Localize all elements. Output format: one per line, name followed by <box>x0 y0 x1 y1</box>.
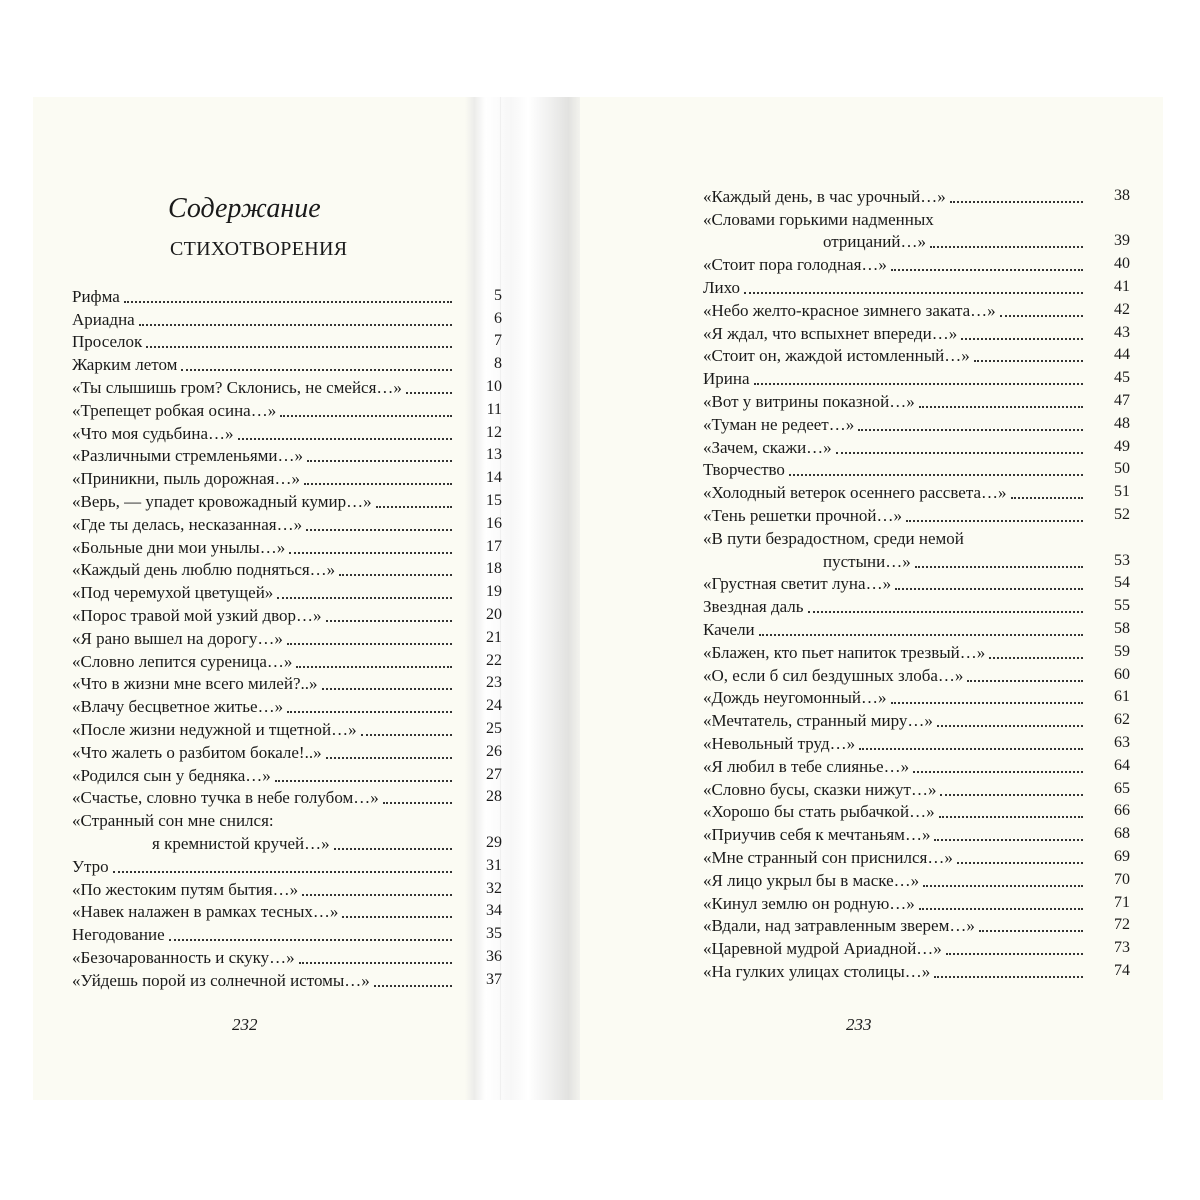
dot-leader <box>974 344 1083 362</box>
toc-page-number: 35 <box>486 925 502 943</box>
toc-entry <box>72 489 502 512</box>
toc-page-number: 21 <box>486 628 502 646</box>
toc-entry <box>72 922 502 945</box>
toc-entry <box>703 389 1130 412</box>
toc-page-number: 60 <box>1114 665 1130 683</box>
toc-page-number: 16 <box>486 514 502 532</box>
dot-leader <box>961 322 1083 340</box>
toc-entry <box>72 900 502 923</box>
toc-entry <box>703 800 1130 823</box>
dot-leader <box>979 914 1083 932</box>
toc-page-number: 7 <box>494 332 502 350</box>
toc-page-number: 28 <box>486 788 502 806</box>
toc-entry-title: «Небо желто-красное зимнего заката…» <box>703 300 996 320</box>
toc-page-number: 69 <box>1114 847 1130 865</box>
toc-entry-title: «Приникни, пыль дорожная…» <box>72 469 300 489</box>
toc-entry-title-continued: я кремнистой кручей…» <box>152 833 330 853</box>
toc-page-number: 15 <box>486 491 502 509</box>
dot-leader <box>139 308 452 326</box>
toc-page-number: 68 <box>1114 825 1130 843</box>
toc-entry <box>703 777 1130 800</box>
dot-leader <box>934 960 1083 978</box>
dot-leader <box>759 618 1083 636</box>
toc-entry-title: Негодование <box>72 925 165 945</box>
toc-entry-title: «Стоит он, жаждой истомленный…» <box>703 346 970 366</box>
toc-entry <box>703 663 1130 686</box>
toc-entry <box>72 717 502 740</box>
dot-leader <box>287 695 452 713</box>
dot-leader <box>967 664 1083 682</box>
toc-entry <box>72 877 502 900</box>
toc-entry-title: «Дождь неугомонный…» <box>703 688 887 708</box>
dot-leader <box>169 923 452 941</box>
toc-entry <box>703 686 1130 709</box>
toc-entry <box>72 535 502 558</box>
toc-entry-title: Проселок <box>72 332 143 352</box>
toc-page-number: 17 <box>486 537 502 555</box>
toc-entry-title: «Приучив себя к мечтаньям…» <box>703 825 931 845</box>
toc-entry-title: «Словно бусы, сказки нижут…» <box>703 779 937 799</box>
dot-leader <box>289 536 452 554</box>
toc-page-number: 19 <box>486 583 502 601</box>
toc-page-number: 51 <box>1114 483 1130 501</box>
toc-page-number: 31 <box>486 856 502 874</box>
dot-leader <box>124 285 452 303</box>
toc-page-number: 54 <box>1114 574 1130 592</box>
toc-entry-title: «Уйдешь порой из солнечной истомы…» <box>72 970 370 990</box>
toc-page-number: 23 <box>486 674 502 692</box>
dot-leader <box>306 513 452 531</box>
toc-page-number: 47 <box>1114 391 1130 409</box>
toc-entry <box>72 626 502 649</box>
dot-leader <box>950 185 1083 203</box>
dot-leader <box>326 604 452 622</box>
dot-leader <box>299 946 452 964</box>
toc-entry <box>72 398 502 421</box>
toc-page-number: 58 <box>1114 619 1130 637</box>
toc-page-number: 70 <box>1114 870 1130 888</box>
toc-page-number: 37 <box>486 970 502 988</box>
toc-entry-title: Звездная даль <box>703 597 804 617</box>
toc-entry <box>72 421 502 444</box>
toc-entry <box>703 298 1130 321</box>
dot-leader <box>334 832 452 850</box>
dot-leader <box>361 718 452 736</box>
page-title: Содержание <box>168 193 321 224</box>
toc-entry <box>703 936 1130 959</box>
page-number-left: 232 <box>232 1015 258 1034</box>
toc-entry <box>703 868 1130 891</box>
toc-entry-title: Ирина <box>703 369 750 389</box>
toc-entry-title: «Зачем, скажи…» <box>703 437 832 457</box>
dot-leader <box>326 741 452 759</box>
dot-leader <box>277 581 452 599</box>
dot-leader <box>906 504 1083 522</box>
toc-entry-title: «Что жалеть о разбитом бокале!..» <box>72 742 322 762</box>
dot-leader <box>1000 299 1083 317</box>
toc-entry <box>72 512 502 535</box>
toc-left-list <box>72 284 502 991</box>
toc-page-number: 73 <box>1114 939 1130 957</box>
toc-entry-title: «Блажен, кто пьет напиток трезвый…» <box>703 642 986 662</box>
dot-leader <box>181 353 452 371</box>
toc-entry <box>703 914 1130 937</box>
toc-entry-title: «Холодный ветерок осеннего рассвета…» <box>703 483 1007 503</box>
toc-entry-title: «Каждый день люблю подняться…» <box>72 560 336 580</box>
toc-entry <box>72 352 502 375</box>
toc-page-number: 53 <box>1114 551 1130 569</box>
dot-leader <box>376 490 452 508</box>
toc-page-number: 36 <box>486 947 502 965</box>
toc-page-number: 34 <box>486 902 502 920</box>
toc-page-number: 24 <box>486 697 502 715</box>
toc-entry-title: «Мне странный сон приснился…» <box>703 847 953 867</box>
toc-page-number: 59 <box>1114 642 1130 660</box>
toc-page-number: 38 <box>1114 186 1130 204</box>
toc-entry-title: «Тень решетки прочной…» <box>703 505 903 525</box>
toc-entry-title: «По жестоким путям бытия…» <box>72 879 299 899</box>
toc-page-number: 62 <box>1114 711 1130 729</box>
toc-entry <box>703 708 1130 731</box>
toc-entry <box>72 307 502 330</box>
dot-leader <box>937 709 1083 727</box>
dot-leader <box>946 937 1083 955</box>
dot-leader <box>915 550 1083 568</box>
toc-page-number: 65 <box>1114 779 1130 797</box>
toc-entry-title: Жарким летом <box>72 355 178 375</box>
toc-entry <box>72 558 502 581</box>
toc-entry <box>72 786 502 809</box>
dot-leader <box>374 969 452 987</box>
section-heading: СТИХОТВОРЕНИЯ <box>170 238 348 260</box>
toc-entry-title: «Хорошо бы стать рыбачкой…» <box>703 802 935 822</box>
dot-leader <box>891 686 1084 704</box>
toc-entry <box>72 854 502 877</box>
toc-entry <box>703 275 1130 298</box>
toc-page-number: 50 <box>1114 460 1130 478</box>
toc-entry <box>72 968 502 991</box>
toc-entry <box>703 754 1130 777</box>
toc-entry-title-continued: пустыни…» <box>823 551 911 571</box>
toc-page-number: 41 <box>1114 277 1130 295</box>
toc-entry <box>72 763 502 786</box>
toc-entry <box>703 617 1130 640</box>
toc-page-number: 29 <box>486 833 502 851</box>
toc-entry <box>703 959 1130 982</box>
dot-leader <box>302 878 452 896</box>
dot-leader <box>808 595 1083 613</box>
toc-entry-title: «Вот у витрины показной…» <box>703 391 915 411</box>
toc-entry <box>703 640 1130 663</box>
toc-entry <box>703 731 1130 754</box>
toc-page-number: 48 <box>1114 414 1130 432</box>
toc-entry-title: Ариадна <box>72 309 135 329</box>
dot-leader <box>322 672 453 690</box>
toc-entry-title-continued: отрицаний…» <box>823 232 926 252</box>
toc-entry-title: «После жизни недужной и тщетной…» <box>72 719 357 739</box>
toc-entry-title: «Больные дни мои унылы…» <box>72 537 286 557</box>
dot-leader <box>895 572 1083 590</box>
toc-page-number: 13 <box>486 446 502 464</box>
toc-page-number: 63 <box>1114 733 1130 751</box>
toc-entry-title: Качели <box>703 619 755 639</box>
toc-entry-title: «Стоит пора голодная…» <box>703 255 887 275</box>
toc-page-number: 55 <box>1114 597 1130 615</box>
toc-entry <box>703 252 1130 275</box>
dot-leader <box>406 376 452 394</box>
toc-entry <box>703 822 1130 845</box>
toc-entry-title: «Грустная светит луна…» <box>703 574 892 594</box>
toc-entry-title: «Я лицо укрыл бы в маске…» <box>703 870 920 890</box>
toc-entry <box>72 284 502 307</box>
toc-entry <box>703 207 1130 253</box>
toc-entry-title: «Невольный труд…» <box>703 733 856 753</box>
toc-entry-title: «Верь, — упадет кровожадный кумир…» <box>72 491 372 511</box>
dot-leader <box>930 230 1083 248</box>
toc-entry <box>72 694 502 717</box>
toc-entry <box>72 740 502 763</box>
toc-page-number: 26 <box>486 742 502 760</box>
dot-leader <box>304 467 452 485</box>
toc-entry <box>72 444 502 467</box>
toc-entry-title: «Странный сон мне снился: <box>72 811 274 831</box>
toc-entry-title: «Туман не редеет…» <box>703 414 855 434</box>
toc-entry <box>72 580 502 603</box>
toc-entry-title: «Что моя судьбина…» <box>72 423 234 443</box>
dot-leader <box>957 846 1083 864</box>
toc-entry <box>703 344 1130 367</box>
dot-leader <box>919 892 1083 910</box>
toc-entry-title: «Трепещет робкая осина…» <box>72 400 277 420</box>
dot-leader <box>238 422 452 440</box>
toc-page-number: 64 <box>1114 756 1130 774</box>
toc-entry <box>703 594 1130 617</box>
toc-entry <box>703 184 1130 207</box>
toc-page-number: 71 <box>1114 893 1130 911</box>
toc-entry-title: Утро <box>72 856 109 876</box>
toc-page-number: 12 <box>486 423 502 441</box>
toc-page-number: 10 <box>486 377 502 395</box>
toc-page-number: 11 <box>486 400 502 418</box>
toc-entry <box>72 603 502 626</box>
toc-entry <box>703 503 1130 526</box>
toc-page-number: 43 <box>1114 323 1130 341</box>
toc-entry-title: «Ты слышишь гром? Склонись, не смейся…» <box>72 377 402 397</box>
toc-page-number: 39 <box>1114 232 1130 250</box>
toc-entry <box>72 330 502 353</box>
toc-entry <box>703 845 1130 868</box>
dot-leader <box>919 390 1083 408</box>
toc-page-number: 52 <box>1114 505 1130 523</box>
page-number-right: 233 <box>846 1015 872 1034</box>
toc-entry-title: «Я любил в тебе слиянье…» <box>703 756 910 776</box>
toc-entry-title: Лихо <box>703 277 740 297</box>
toc-page-number: 32 <box>486 879 502 897</box>
dot-leader <box>789 458 1083 476</box>
dot-leader <box>913 755 1083 773</box>
toc-entry-title: Творчество <box>703 460 785 480</box>
toc-entry-title: «Я ждал, что вспыхнет впереди…» <box>703 323 958 343</box>
dot-leader <box>1011 481 1083 499</box>
dot-leader <box>342 900 452 918</box>
toc-entry-title: «Где ты делась, несказанная…» <box>72 514 303 534</box>
toc-entry-title: «Вдали, над затравленным зверем…» <box>703 916 975 936</box>
dot-leader <box>891 253 1083 271</box>
toc-entry-title: «Я рано вышел на дорогу…» <box>72 628 283 648</box>
toc-page-number: 44 <box>1114 346 1130 364</box>
toc-entry <box>703 572 1130 595</box>
toc-entry-title: «Счастье, словно тучка в небе голубом…» <box>72 788 379 808</box>
toc-entry <box>72 375 502 398</box>
toc-page-number: 14 <box>486 469 502 487</box>
toc-entry-title: «Словами горькими надменных <box>703 209 934 229</box>
toc-entry-title: «Порос травой мой узкий двор…» <box>72 605 322 625</box>
toc-entry <box>72 649 502 672</box>
dot-leader <box>296 650 452 668</box>
dot-leader <box>934 823 1083 841</box>
dot-leader <box>939 800 1083 818</box>
toc-entry-title: «На гулких улицах столицы…» <box>703 961 931 981</box>
toc-page-number: 8 <box>494 355 502 373</box>
toc-page-number: 20 <box>486 605 502 623</box>
toc-entry <box>703 526 1130 572</box>
dot-leader <box>859 732 1083 750</box>
dot-leader <box>287 627 452 645</box>
toc-entry-title: «О, если б сил бездушных злоба…» <box>703 665 964 685</box>
toc-page-number: 40 <box>1114 255 1130 273</box>
dot-leader <box>858 413 1083 431</box>
dot-leader <box>744 276 1083 294</box>
dot-leader <box>146 330 452 348</box>
toc-page-number: 45 <box>1114 369 1130 387</box>
dot-leader <box>754 367 1083 385</box>
dot-leader <box>836 436 1083 454</box>
dot-leader <box>383 786 452 804</box>
toc-entry-title: «В пути безрадостном, среди немой <box>703 528 964 548</box>
dot-leader <box>307 444 452 462</box>
toc-page-number: 25 <box>486 719 502 737</box>
toc-page-number: 22 <box>486 651 502 669</box>
toc-entry-title: «Кинул землю он родную…» <box>703 893 915 913</box>
toc-entry-title: «Каждый день, в час урочный…» <box>703 186 946 206</box>
toc-page-number: 5 <box>494 286 502 304</box>
dot-leader <box>923 869 1083 887</box>
toc-entry <box>72 466 502 489</box>
toc-entry-title: «Безочарованность и скуку…» <box>72 947 295 967</box>
toc-entry <box>703 412 1130 435</box>
dot-leader <box>275 764 452 782</box>
toc-right-list <box>703 184 1130 982</box>
toc-page-number: 74 <box>1114 961 1130 979</box>
toc-entry-title: «Что в жизни мне всего милей?..» <box>72 674 318 694</box>
toc-entry-title: «Влачу бесцветное житье…» <box>72 697 284 717</box>
toc-entry <box>72 808 502 854</box>
toc-entry-title: «Навек налажен в рамках тесных…» <box>72 902 339 922</box>
toc-entry <box>72 945 502 968</box>
dot-leader <box>989 641 1083 659</box>
dot-leader <box>113 855 452 873</box>
toc-entry-title: «Под черемухой цветущей» <box>72 583 274 603</box>
toc-page-number: 61 <box>1114 688 1130 706</box>
toc-entry <box>703 321 1130 344</box>
toc-entry-title: «Различными стремленьями…» <box>72 446 304 466</box>
toc-entry <box>72 672 502 695</box>
dot-leader <box>940 778 1083 796</box>
toc-entry <box>703 480 1130 503</box>
toc-entry <box>703 435 1130 458</box>
toc-entry <box>703 891 1130 914</box>
toc-entry-title: «Мечтатель, странный миру…» <box>703 711 933 731</box>
toc-entry <box>703 458 1130 481</box>
dot-leader <box>339 558 452 576</box>
toc-page-number: 6 <box>494 309 502 327</box>
toc-page-number: 42 <box>1114 300 1130 318</box>
toc-page-number: 66 <box>1114 802 1130 820</box>
toc-page-number: 27 <box>486 765 502 783</box>
toc-entry <box>703 366 1130 389</box>
toc-page-number: 72 <box>1114 916 1130 934</box>
toc-entry-title: «Родился сын у бедняка…» <box>72 765 271 785</box>
dot-leader <box>280 399 452 417</box>
toc-page-number: 49 <box>1114 437 1130 455</box>
toc-entry-title: Рифма <box>72 286 120 306</box>
toc-entry-title: «Словно лепится суреница…» <box>72 651 293 671</box>
toc-entry-title: «Царевной мудрой Ариадной…» <box>703 939 942 959</box>
toc-page-number: 18 <box>486 560 502 578</box>
